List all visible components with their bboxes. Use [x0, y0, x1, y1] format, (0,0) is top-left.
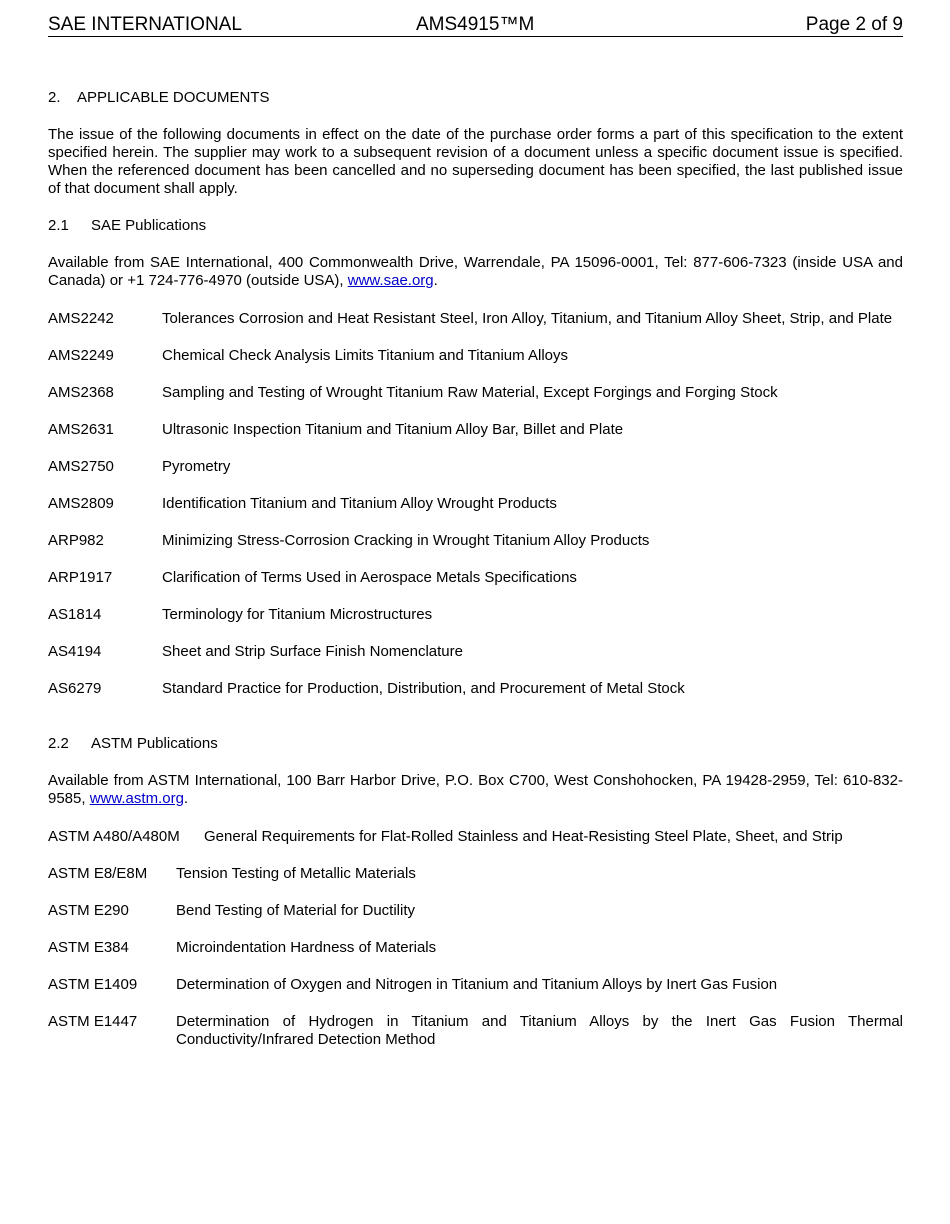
reference-title: Minimizing Stress-Corrosion Cracking in Wrought Titanium Alloy Products — [162, 532, 650, 549]
reference-title: Sampling and Testing of Wrought Titanium Raw Material, Except Forgings and Forging Stock — [162, 384, 778, 401]
availability-end: . — [183, 790, 189, 807]
astm-availability — [48, 772, 903, 808]
reference-code: ASTM E290 — [48, 902, 129, 919]
reference-row — [48, 1013, 903, 1049]
reference-row — [48, 828, 903, 864]
reference-row — [48, 680, 903, 716]
reference-title: General Requirements for Flat-Rolled Stainless and Heat-Resisting Steel Plate, Sheet, and Strip — [204, 828, 843, 845]
reference-code: AMS2631 — [48, 421, 114, 438]
reference-row — [48, 347, 903, 383]
reference-title: Identification Titanium and Titanium Alloy Wrought Products — [162, 495, 557, 512]
subsection-title: ASTM Publications — [91, 735, 218, 752]
reference-code: AMS2809 — [48, 495, 114, 512]
reference-title: Sheet and Strip Surface Finish Nomenclature — [162, 643, 463, 660]
reference-row — [48, 532, 903, 568]
reference-row — [48, 939, 903, 975]
reference-code: ASTM E8/E8M — [48, 865, 148, 882]
sae-availability — [48, 254, 903, 290]
subsection-number: 2.1 — [48, 217, 69, 234]
reference-row — [48, 495, 903, 531]
reference-title: Determination of Oxygen and Nitrogen in Titanium and Titanium Alloys by Inert Gas Fusion — [176, 976, 778, 993]
reference-code: ARP1917 — [48, 569, 113, 586]
reference-row — [48, 421, 903, 457]
reference-row — [48, 606, 903, 642]
reference-code: AS1814 — [48, 606, 102, 623]
reference-title: Ultrasonic Inspection Titanium and Titanium Alloy Bar, Billet and Plate — [162, 421, 624, 438]
reference-row — [48, 865, 903, 901]
header-document-number: AMS4915™M — [416, 14, 535, 35]
section-2-intro: The issue of the following documents in effect on the date of the purchase order forms a part of this specification to the extent specified herein. The supplier may work to a subsequent revision of a document unless a specific document issue is specified. When the referenced document has been cancelled and no superseding document has been specified, the last published issue of that document shall apply. — [48, 126, 903, 197]
reference-code: AMS2750 — [48, 458, 114, 475]
reference-code: ARP982 — [48, 532, 104, 549]
reference-title: Tolerances Corrosion and Heat Resistant Steel, Iron Alloy, Titanium, and Titanium Alloy Sheet, Strip, and Plate — [162, 310, 893, 327]
reference-row — [48, 976, 903, 1012]
reference-code: AS4194 — [48, 643, 102, 660]
reference-title: Clarification of Terms Used in Aerospace Metals Specifications — [162, 569, 577, 586]
reference-code: AMS2368 — [48, 384, 114, 401]
reference-code: ASTM A480/A480M — [48, 828, 180, 845]
availability-text: Available from SAE International, 400 Commonwealth Drive, Warrendale, PA 15096-0001, Tel: 877-606-7323 (inside USA and Canada) or +1 724-776-4970 (outside USA), — [48, 254, 903, 289]
reference-title: Pyrometry — [162, 458, 231, 475]
reference-title: Microindentation Hardness of Materials — [176, 939, 437, 956]
availability-text: Available from ASTM International, 100 Barr Harbor Drive, P.O. Box C700, West Conshohocken, PA 19428-2959, Tel: 610-832-9585, — [48, 772, 903, 807]
reference-code: AMS2242 — [48, 310, 114, 327]
subsection-number: 2.2 — [48, 735, 69, 752]
page-header — [48, 14, 903, 37]
reference-title: Determination of Hydrogen in Titanium and Titanium Alloys by the Inert Gas Fusion Thermal Conductivity/Infrared Detection Method — [176, 1013, 903, 1048]
reference-code: ASTM E384 — [48, 939, 129, 956]
reference-code: AS6279 — [48, 680, 102, 697]
section-2-heading — [48, 89, 903, 107]
reference-row — [48, 384, 903, 420]
sae-website-link[interactable]: www.sae.org — [347, 272, 434, 289]
reference-code: ASTM E1447 — [48, 1013, 138, 1030]
reference-row — [48, 458, 903, 494]
reference-title: Tension Testing of Metallic Materials — [176, 865, 416, 882]
astm-website-link[interactable]: www.astm.org — [89, 790, 184, 807]
section-number: 2. — [48, 89, 61, 106]
header-page-number: Page 2 of 9 — [805, 14, 903, 35]
reference-title: Bend Testing of Material for Ductility — [176, 902, 415, 919]
reference-code: ASTM E1409 — [48, 976, 138, 993]
reference-title: Standard Practice for Production, Distribution, and Procurement of Metal Stock — [162, 680, 685, 697]
reference-row — [48, 643, 903, 679]
reference-title: Terminology for Titanium Microstructures — [162, 606, 433, 623]
subsection-title: SAE Publications — [91, 217, 207, 234]
reference-row — [48, 310, 903, 346]
reference-row — [48, 902, 903, 938]
sae-heading — [48, 217, 903, 235]
astm-heading — [48, 735, 903, 753]
reference-row — [48, 569, 903, 605]
availability-end: . — [433, 272, 438, 289]
header-organization: SAE INTERNATIONAL — [48, 14, 242, 35]
reference-code: AMS2249 — [48, 347, 114, 364]
section-title: APPLICABLE DOCUMENTS — [77, 89, 270, 106]
reference-title: Chemical Check Analysis Limits Titanium and Titanium Alloys — [162, 347, 568, 364]
